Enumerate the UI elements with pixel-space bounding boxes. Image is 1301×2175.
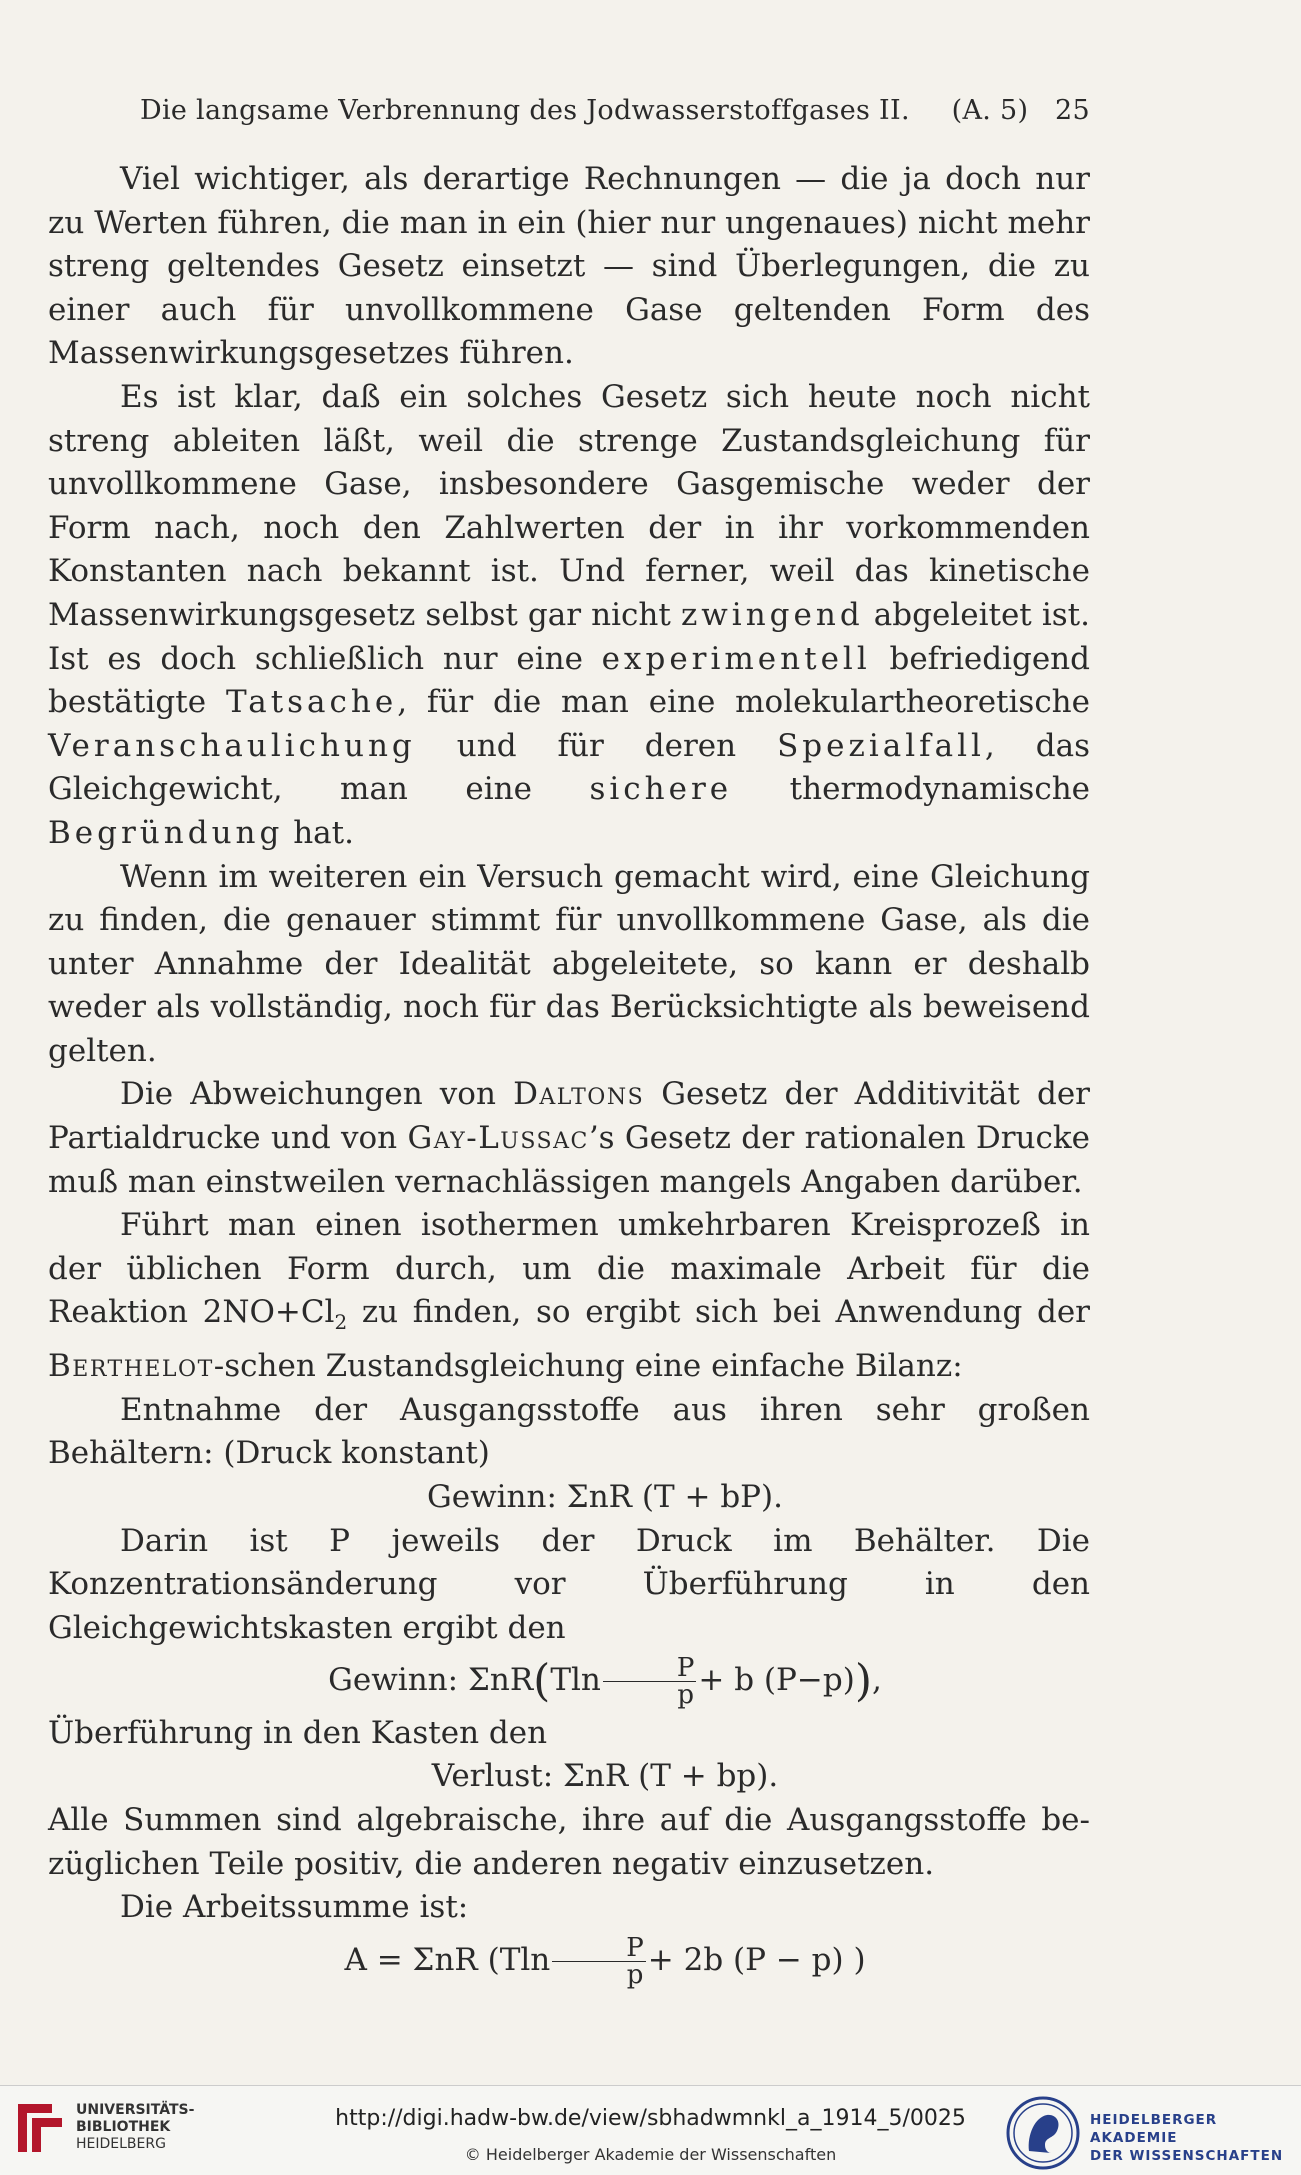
header-right (952, 95, 1090, 126)
running-header (140, 95, 1090, 126)
equation-3: Verlust: ΣnR (T + bp). (431, 1758, 779, 1795)
name-berthelot: Berthelot (48, 1348, 214, 1385)
source-url-link[interactable]: http://digi.hadw-bw.de/view/sbhadwmnkl_a_1914_5/0025 (335, 2106, 966, 2131)
paragraph-10: Die Arbeitssumme ist: (120, 1889, 469, 1926)
footer-divider (0, 2085, 1301, 2086)
academy-name: HEIDELBERGER AKADEMIE DER WISSENSCHAFTEN (1090, 2112, 1284, 2164)
equation-4: A = ΣnR (Tln $\frac{P}{p}$ + 2b (P − p) ) (344, 1932, 866, 1990)
header-ref: (A. 5) (951, 95, 1029, 126)
university-library-name: UNIVERSITÄTS- BIBLIOTHEK HEIDELBERG (76, 2102, 195, 2152)
emphasis-experimentell: experimentell (601, 640, 871, 677)
emphasis-veranschaulichung: Veranschaulichung (48, 727, 416, 764)
equation-1: Gewinn: ΣnR (T + bP). (427, 1479, 783, 1515)
paragraph-2: Es ist klar, daß ein solches Gesetz sich heute noch nicht streng ableiten läßt, weil die strenge Zustandsgleichung für unvollkommene Gase, insbesondere Gasgemische weder der Form nach, noch den Zahlwerten der in ihr vorkommenden Konstanten nach bekannt ist. Und ferner, weil das kinetische Massenwirkungsgesetz selbst gar nicht zwingend abgeleitet ist. Ist es doch schließlich nur eine experimentell befriedigend bestätigte Tatsache, für die man eine molekulartheoretische Veranschaulichung und für deren Spezialfall, das Gleichgewicht, man eine sichere thermodynamische Begründung hat. (48, 378, 1091, 851)
emphasis-spezialfall: Spezialfall (777, 727, 985, 764)
page-number: 25 (1055, 95, 1090, 126)
copyright-notice: © Heidelberger Akademie der Wissenschaften (464, 2145, 837, 2164)
fraction: $\frac{P}{p}$ (552, 1935, 646, 1988)
name-gay-lussac: Gay-Lussac (407, 1120, 589, 1157)
name-dalton: Daltons (513, 1076, 645, 1113)
paragraph-8: Überführung in den Kasten den (48, 1714, 548, 1751)
paragraph-4: Die Abweichungen von Daltons Gesetz der Additivität der Partialdrucke und von Gay-Lussac’s Gesetz der rationalen Drucke muß man einstweilen vernachlässigen mangels Angaben darüber. (48, 1076, 1091, 1200)
paragraph-1: Viel wichtiger, als derartige Rechnungen — die ja doch nur zu Werten führen, die man in ein (hier nur ungenaues) nicht mehr streng geltendes Gesetz einsetzt — sind Überlegungen, die zu einer auch für unvollkommene Gase geltenden Form des Massenwirkungsgesetzes führen. (48, 161, 1090, 372)
fraction: $\frac{P}{p}$ (603, 1655, 697, 1708)
paragraph-7: Darin ist P jeweils der Druck im Behälter. Die Konzentrationsänderung vor Überführung in den Gleichgewichtskasten ergibt den (48, 1522, 1090, 1646)
equation-2: Gewinn: ΣnR(Tln $\frac{P}{p}$ + b (P−p)), (328, 1653, 882, 1711)
emphasis-sichere: sichere (589, 771, 733, 808)
paragraph-5: Führt man einen isothermen umkehrbaren Kreisprozeß in der üblichen Form durch, um die maximale Arbeit für die Reaktion $2NO+Cl_2$ zu finden, so ergibt sich bei Anwendung der Berthelot-schen Zustandsgleichung eine einfache Bilanz: (48, 1207, 1090, 1385)
paragraph-3: Wenn im weiteren ein Versuch gemacht wird, eine Gleichung zu finden, die genauer stimmt für unvollkommene Gase, als die unter Annahme der Idealität abgeleitete, so kann er deshalb weder als vollständig, noch für das Berücksichtigte als beweisend gelten. (48, 858, 1090, 1069)
paragraph-6: Entnahme der Ausgangsstoffe aus ihren sehr großen Behältern: (Druck konstant) (48, 1391, 1090, 1472)
emphasis-zwingend: zwingend (680, 596, 864, 633)
academy-seal-icon (1005, 2095, 1081, 2171)
formula-2no-cl2: $2NO+Cl_2$ (202, 1294, 348, 1335)
paragraph-9: Alle Summen sind algebraische, ihre auf die Ausgangsstoffe bezüglichen Teile positiv, die anderen negativ einzusetzen. (48, 1802, 1090, 1882)
emphasis-begruendung: Begründung (48, 814, 284, 851)
emphasis-tatsache: Tatsache (225, 684, 398, 721)
header-title: Die langsame Verbrennung des Jodwasserstoffgases II. (140, 95, 910, 126)
body-text (48, 158, 1090, 1990)
